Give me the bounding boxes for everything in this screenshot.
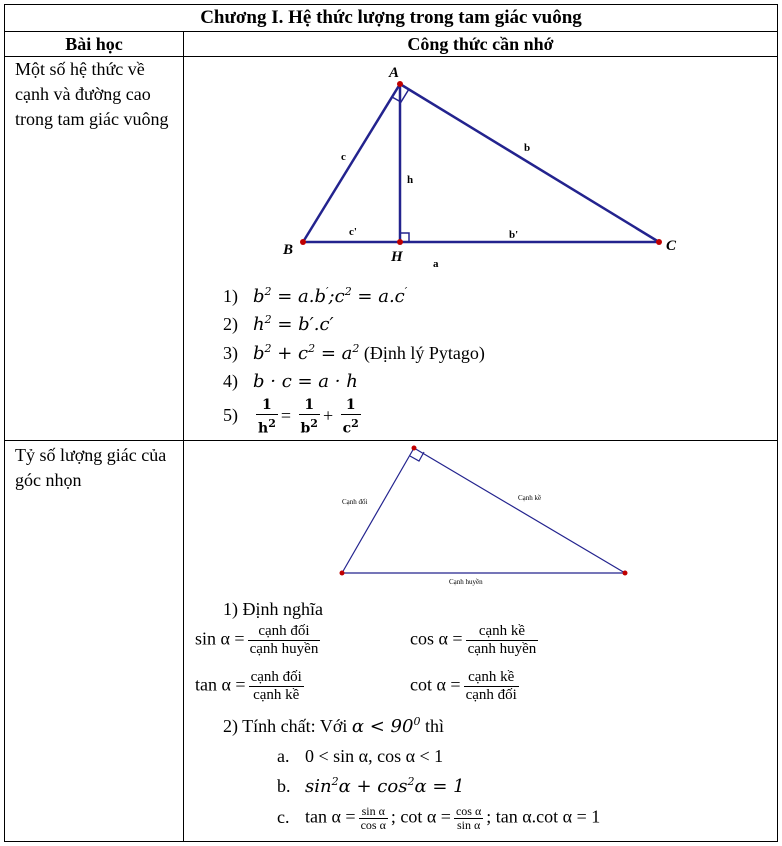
altitude-h-label: h [407,174,414,186]
property-b: b. $\sin^2\alpha + \cos^2\alpha = 1$ [277,775,465,797]
vertex-b-label: B [283,242,294,258]
formula-3: 3) $b^2 + c^2 = a^2$ (Định lý Pytago) [223,342,485,364]
side-b-label: b [524,142,531,154]
adjacent-side-label: Cạnh kề [518,494,542,502]
header-formula: Công thức cần nhớ [407,34,554,54]
formula-1: 1) $b^2$ = $a.b';c^2 = a.c'$ [223,285,408,307]
sin-definition: sin α = $\frac{\text{cạnh đối}}{\text{cạnh huyền}}$ [195,623,319,657]
formula-4: 4) b · c = a · h [223,371,358,392]
table-title: Chương I. Hệ thức lượng trong tam giác vuông [200,7,582,28]
vertex-a-label: A [389,65,400,81]
hypotenuse-label: Cạnh huyền [449,578,483,586]
formula-2: 2) $h^2 = b'.c'$ [223,313,334,335]
vertex-c-label: C [666,238,677,254]
side-c-label: c [341,151,346,163]
tan-definition: tan α = $\frac{\text{cạnh đối}}{\text{cạnh kề}}$ [195,669,302,703]
cos-definition: cos α = $\frac{\text{cạnh kề}}{\text{cạnh huyền}}$ [410,623,537,657]
lesson-2-title: Tỷ số lượng giác của góc nhọn [15,445,167,490]
formula-table [4,4,778,842]
cot-definition: cot α = $\frac{\text{cạnh kề}}{\text{cạnh đối}}$ [410,669,517,703]
property-a: a. 0 < sin α, cos α < 1 [277,746,444,766]
definition-title: 1) Định nghĩa [223,599,323,619]
side-a-label: a [433,258,439,270]
pytago-note: (Định lý Pytago) [363,343,485,363]
vertex-h-label: H [391,249,403,265]
header-lesson: Bài học [65,34,123,54]
lesson-1-title: Một số hệ thức về cạnh và đường cao trong tam giác vuông [15,59,169,129]
segment-c1-label: c' [349,226,357,238]
segment-b1-label: b' [509,229,519,241]
property-title: 2) Tính chất: Với $\alpha < 90^0$ thì [223,715,444,737]
formula-5: 5) $\frac{1}{h^2}$ = $\frac{1}{b^2}$ + $\frac{1}{c^2}$ [223,397,359,437]
opposite-side-label: Cạnh đối [342,498,368,506]
property-c: c. tan α = $\frac{\text{sin α}}{\text{cos α}}$ ; cot α = $\frac{\text{cos α}}{\text{sin α}}$ ; tan α.cot α = 1 [277,804,601,832]
